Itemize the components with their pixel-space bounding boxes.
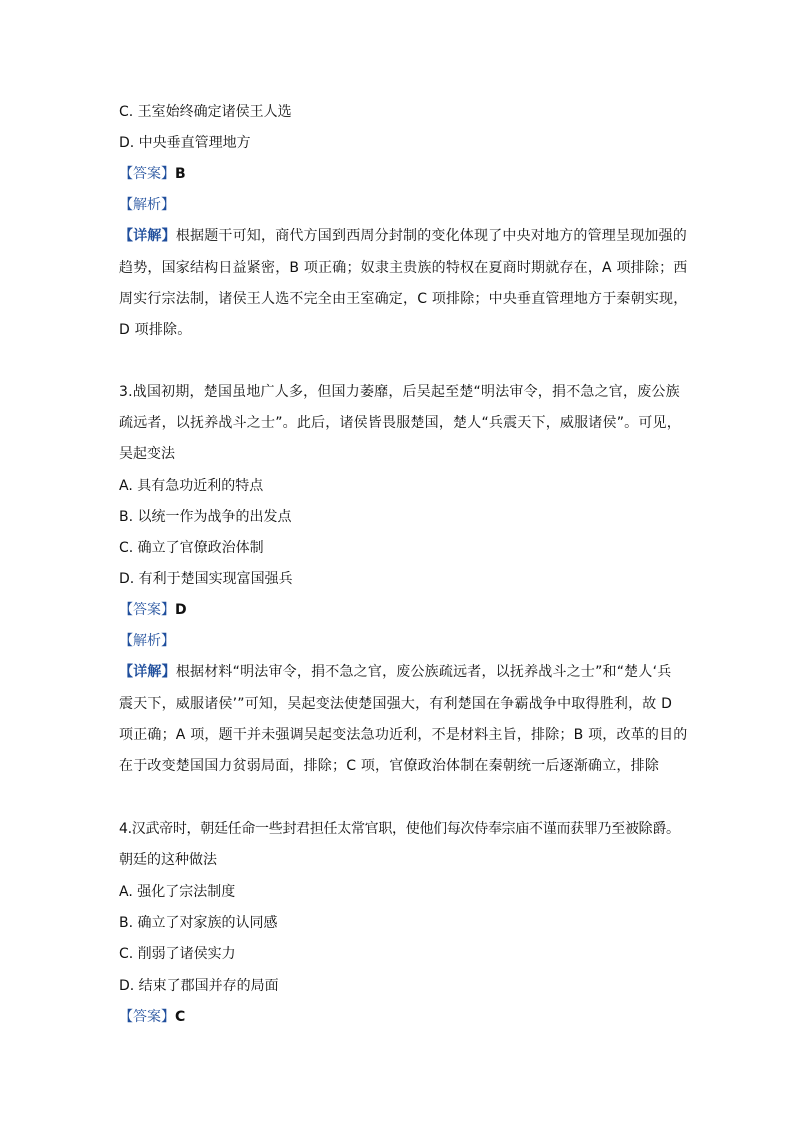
detail-tag: 【详解】 bbox=[119, 228, 176, 244]
q3-option-c: C. 确立了官僚政治体制 bbox=[119, 540, 264, 556]
answer-value: C bbox=[175, 1009, 186, 1025]
q2-detail-line-3: 周实行宗法制，诸侯王人选不完全由王室确定，C 项排除；中央垂直管理地方于秦朝实现， bbox=[119, 291, 688, 307]
q4-option-a: A. 强化了宗法制度 bbox=[119, 884, 236, 900]
q2-option-c: C. 王室始终确定诸侯王人选 bbox=[119, 104, 292, 120]
q2-detail-line-4: D 项排除。 bbox=[119, 322, 192, 338]
q3-detail-line-2: 震天下，威服诸侯’”可知，吴起变法使楚国强大，有利楚国在争霸战争中取得胜利，故 D bbox=[119, 696, 673, 712]
answer-value: B bbox=[175, 166, 186, 182]
q4-option-d: D. 结束了郡国并存的局面 bbox=[119, 978, 279, 994]
q3-detail-line-3: 项正确；A 项，题干并未强调吴起变法急功近利，不是材料主旨，排除；B 项，改革的目的 bbox=[119, 727, 688, 743]
detail-tag: 【详解】 bbox=[119, 664, 176, 680]
q4-option-c: C. 削弱了诸侯实力 bbox=[119, 946, 236, 962]
answer-tag: 【答案】 bbox=[119, 602, 175, 618]
q4-option-b: B. 确立了对家族的认同感 bbox=[119, 915, 278, 931]
q3-detail-line-1: 【详解】根据材料“明法审令，捐不急之官，废公族疏远者，以抚养战斗之士”和“楚人‘兵 bbox=[119, 664, 672, 680]
q2-analysis-tag: 【解析】 bbox=[119, 197, 175, 213]
q2-detail-line-2: 趋势，国家结构日益紧密，B 项正确；奴隶主贵族的特权在夏商时期就存在，A 项排除；西 bbox=[119, 260, 688, 276]
q3-stem-line-3: 吴起变法 bbox=[119, 446, 175, 462]
answer-tag: 【答案】 bbox=[119, 166, 175, 182]
q4-stem-line-1: 4.汉武帝时，朝廷任命一些封君担任太常官职，使他们每次侍奉宗庙不谨而获罪乃至被除爵。 bbox=[119, 821, 680, 837]
q3-stem-line-2: 疏远者，以抚养战斗之士”。此后，诸侯皆畏服楚国，楚人“兵震天下，威服诸侯”。可见， bbox=[119, 415, 681, 431]
q3-analysis-tag: 【解析】 bbox=[119, 633, 175, 649]
q2-option-d: D. 中央垂直管理地方 bbox=[119, 135, 251, 151]
q3-option-b: B. 以统一作为战争的出发点 bbox=[119, 509, 292, 525]
q2-answer bbox=[119, 164, 186, 184]
q4-stem-line-2: 朝廷的这种做法 bbox=[119, 852, 217, 868]
q3-stem-line-1: 3.战国初期，楚国虽地广人多，但国力萎靡，后吴起至楚“明法审令，捐不急之官，废公族 bbox=[119, 384, 680, 400]
answer-value: D bbox=[175, 602, 187, 618]
q3-answer bbox=[119, 600, 187, 620]
q3-detail-line-4: 在于改变楚国国力贫弱局面，排除；C 项，官僚政治体制在秦朝统一后逐渐确立，排除 bbox=[119, 758, 660, 774]
q4-answer bbox=[119, 1007, 185, 1027]
q3-option-d: D. 有利于楚国实现富国强兵 bbox=[119, 571, 293, 587]
q3-option-a: A. 具有急功近利的特点 bbox=[119, 478, 264, 494]
answer-tag: 【答案】 bbox=[119, 1009, 175, 1025]
q2-detail-line-1: 【详解】根据题干可知，商代方国到西周分封制的变化体现了中央对地方的管理呈现加强的 bbox=[119, 228, 688, 244]
